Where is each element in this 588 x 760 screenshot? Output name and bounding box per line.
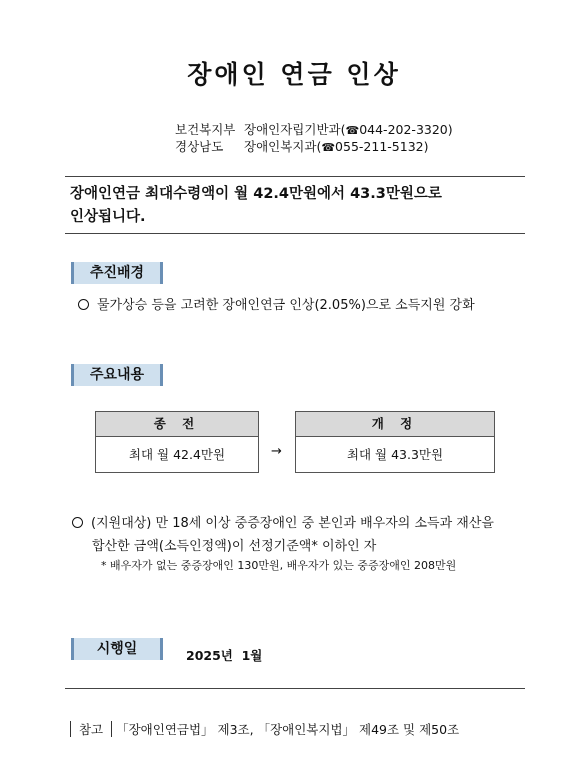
contact-org: 보건복지부: [175, 122, 236, 137]
contact-row: [175, 137, 223, 155]
section-heading-background: 추진배경: [71, 262, 163, 284]
contact-tel[interactable]: 044-202-3320: [359, 122, 448, 137]
comparison-header: 개 정: [296, 412, 494, 437]
reference-label: 참고: [78, 722, 104, 737]
page-title: 장애인 연금 인상: [187, 60, 401, 89]
bullet-text: (지원대상) 만 18세 이상 중증장애인 중 본인과 배우자의 소득과 재산을: [91, 516, 494, 531]
comparison-after: [295, 411, 495, 473]
phone-icon: [346, 122, 360, 137]
summary-line: 장애인연금 최대수령액이 월 42.4만원에서 43.3만원으로: [70, 186, 442, 202]
bullet-continuation: 합산한 금액(소득인정액)이 선정기준액* 이하인 자: [92, 539, 377, 554]
summary-line: 인상됩니다.: [70, 209, 146, 225]
comparison-header: 종 전: [96, 412, 258, 437]
comparison-value: 최대 월 43.3만원: [346, 447, 444, 462]
arrow-icon: →: [271, 444, 282, 459]
bullet-item: [78, 294, 475, 313]
bullet-item: [72, 512, 494, 531]
section-heading-effective: 시행일: [71, 638, 163, 660]
contact-detail: 장애인복지과(☎ 055-211-5132): [244, 137, 429, 155]
contact-org: 경상남도: [175, 139, 224, 154]
contact-tel[interactable]: 055-211-5132: [335, 139, 424, 154]
divider: [65, 233, 525, 234]
contact-row: [175, 120, 235, 138]
divider: [111, 721, 112, 737]
circle-bullet-icon: [72, 517, 83, 528]
comparison-before: [95, 411, 259, 473]
comparison-value: 최대 월 42.4만원: [128, 447, 226, 462]
effective-date: 2025년 1월: [186, 648, 263, 663]
contact-dept: 장애인복지과: [244, 139, 317, 154]
phone-icon: [321, 139, 335, 154]
section-heading-main: 주요내용: [71, 364, 163, 386]
reference-text: 「장애인연금법」 제3조, 「장애인복지법」 제49조 및 제50조: [116, 722, 460, 737]
divider: [70, 721, 71, 737]
reference-note: [70, 720, 459, 738]
circle-bullet-icon: [78, 299, 89, 310]
divider: [65, 176, 525, 177]
contact-dept: 장애인자립기반과: [244, 122, 341, 137]
divider: [65, 688, 525, 689]
summary-box: [70, 183, 510, 229]
footnote: * 배우자가 없는 중증장애인 130만원, 배우자가 있는 중증장애인 208만원: [101, 559, 457, 572]
contact-detail: 장애인자립기반과(☎ 044-202-3320): [244, 120, 453, 138]
bullet-text: 물가상승 등을 고려한 장애인연금 인상(2.05%)으로 소득지원 강화: [97, 298, 475, 313]
